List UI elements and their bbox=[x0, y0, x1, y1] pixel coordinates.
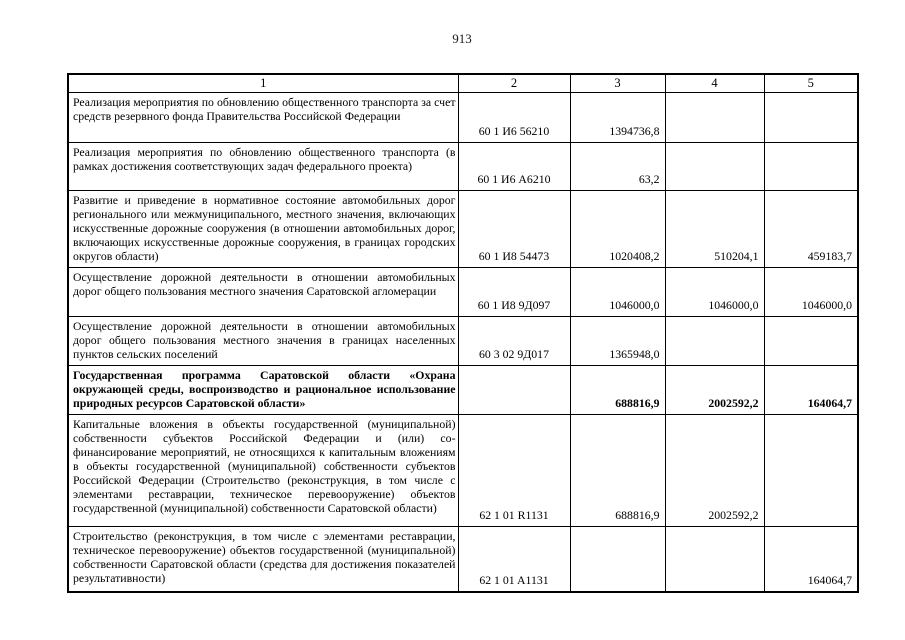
row-value-col3 bbox=[570, 527, 665, 593]
row-value-col5: 459183,7 bbox=[764, 191, 858, 268]
row-value-col4 bbox=[665, 143, 764, 191]
row-code bbox=[458, 366, 570, 415]
row-code: 60 1 И8 54473 bbox=[458, 191, 570, 268]
row-name: Строительство (реконструкция, в том числе с элементами реставрации, техническое перевооружение) объектов государственной (муниципальной) собственности Саратовской области (средства для достижения показателей результативности) bbox=[68, 527, 458, 593]
row-name: Капитальные вложения в объекты государственной (муниципальной) собственности субъектов Российской Федерации и (или) софинансирование мероприятий, не относящихся к капитальным вложениям в объекты государственной (муниципальной) собственности субъектов Российской Федерации (Строительство (реконструкция, в том числе с элементами реставрации, техническое перевооружение) объектов государственной (муниципальной) собственности Саратовской области) bbox=[68, 415, 458, 527]
row-name: Осуществление дорожной деятельности в отношении автомобильных дорог общего пользования местного значения в границах населенных пунктов сельских поселений bbox=[68, 317, 458, 366]
row-value-col3: 688816,9 bbox=[570, 366, 665, 415]
page-number: 913 bbox=[452, 31, 472, 46]
column-header-1: 1 bbox=[68, 74, 458, 93]
row-value-col3: 1365948,0 bbox=[570, 317, 665, 366]
row-value-col3: 1020408,2 bbox=[570, 191, 665, 268]
row-value-col5 bbox=[764, 93, 858, 143]
row-value-col5: 1046000,0 bbox=[764, 268, 858, 317]
table-row bbox=[68, 317, 858, 366]
column-header-4: 4 bbox=[665, 74, 764, 93]
row-code: 62 1 01 A1131 bbox=[458, 527, 570, 593]
row-name: Развитие и приведение в нормативное состояние автомобильных дорог регионального или межмуниципального, местного значения, включающих искусственные дорожные сооружения (в отношении автомобильных дорог, включающих искусственные дорожные сооружения, в границах городских округов области) bbox=[68, 191, 458, 268]
row-code: 60 1 И8 9Д097 bbox=[458, 268, 570, 317]
table-row bbox=[68, 527, 858, 593]
row-value-col4: 2002592,2 bbox=[665, 415, 764, 527]
row-value-col3: 1046000,0 bbox=[570, 268, 665, 317]
row-name: Реализация мероприятия по обновлению общественного транспорта за счет средств резервного фонда Правительства Российской Федерации bbox=[68, 93, 458, 143]
table-row bbox=[68, 268, 858, 317]
row-code: 62 1 01 R1131 bbox=[458, 415, 570, 527]
row-value-col3: 63,2 bbox=[570, 143, 665, 191]
table-row bbox=[68, 415, 858, 527]
row-value-col4 bbox=[665, 93, 764, 143]
table-header-row bbox=[68, 74, 858, 93]
row-value-col4: 1046000,0 bbox=[665, 268, 764, 317]
row-value-col5 bbox=[764, 415, 858, 527]
row-name: Реализация мероприятия по обновлению общественного транспорта (в рамках достижения соответствующих задач федерального проекта) bbox=[68, 143, 458, 191]
row-code: 60 3 02 9Д017 bbox=[458, 317, 570, 366]
row-value-col4: 510204,1 bbox=[665, 191, 764, 268]
table-row bbox=[68, 366, 858, 415]
table-row bbox=[68, 93, 858, 143]
row-value-col3: 1394736,8 bbox=[570, 93, 665, 143]
row-value-col3: 688816,9 bbox=[570, 415, 665, 527]
row-value-col5: 164064,7 bbox=[764, 366, 858, 415]
row-value-col5: 164064,7 bbox=[764, 527, 858, 593]
table-row bbox=[68, 143, 858, 191]
row-value-col4 bbox=[665, 317, 764, 366]
row-value-col5 bbox=[764, 317, 858, 366]
row-code: 60 1 И6 56210 bbox=[458, 93, 570, 143]
row-name: Государственная программа Саратовской области «Охрана окружающей среды, воспроизводство и рациональное использование природных ресурсов Саратовской области» bbox=[68, 366, 458, 415]
column-header-5: 5 bbox=[764, 74, 858, 93]
budget-table bbox=[67, 73, 859, 593]
table-row bbox=[68, 191, 858, 268]
column-header-3: 3 bbox=[570, 74, 665, 93]
row-value-col4: 2002592,2 bbox=[665, 366, 764, 415]
column-header-2: 2 bbox=[458, 74, 570, 93]
row-value-col4 bbox=[665, 527, 764, 593]
row-value-col5 bbox=[764, 143, 858, 191]
row-name: Осуществление дорожной деятельности в отношении автомобильных дорог общего пользования местного значения Саратовской агломерации bbox=[68, 268, 458, 317]
row-code: 60 1 И6 A6210 bbox=[458, 143, 570, 191]
